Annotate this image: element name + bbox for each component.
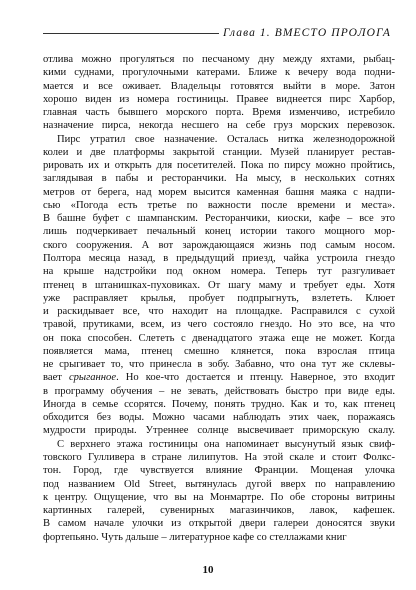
text-line — [43, 199, 395, 212]
text-line — [43, 345, 395, 358]
text-line — [43, 478, 395, 491]
text-segment: мудрости природы. Утреннее солнце высвечивает приморскую скалу. — [43, 425, 395, 437]
text-segment: фортепьяно. Чуть дальше – литературное кафе со стеллажами книг — [43, 531, 347, 543]
body-text — [43, 53, 395, 544]
text-segment: уже расправляет крылья, пробует подпрыгнуть, взлететь. Клюет — [43, 292, 395, 304]
text-line — [43, 398, 395, 411]
text-line — [43, 318, 395, 331]
text-line — [43, 66, 395, 79]
text-line — [43, 504, 395, 517]
text-line — [43, 239, 395, 252]
text-line — [43, 252, 395, 265]
text-segment: В самом начале улочки из открытой двери галереи доносятся звуки — [43, 518, 395, 530]
text-line — [43, 53, 395, 66]
italic-word: срыганное — [68, 372, 117, 384]
text-line — [43, 172, 395, 185]
text-segment: картинных галерей, сувенирных магазинчиков, лавок, кафешек. — [43, 505, 395, 517]
text-segment: не срыгивает то, что принесла в зобу. Забавно, что она тут же склевы- — [43, 359, 395, 371]
text-line — [43, 491, 395, 504]
text-line — [43, 438, 395, 451]
text-line — [43, 424, 395, 437]
text-segment: Полтора месяца назад, в предыдущий приезд, чайка устроила гнездо — [43, 252, 395, 264]
text-line — [43, 265, 395, 278]
text-segment: появляется мама, птенец смешно клянется, пока взрослая птица — [43, 345, 395, 357]
text-line — [43, 119, 395, 132]
text-line — [43, 371, 395, 384]
text-line — [43, 531, 395, 544]
text-line — [43, 358, 395, 371]
text-segment: отлива можно прогуляться по песчаному дну между яхтами, рыбац- — [43, 54, 395, 65]
text-segment: заглядывая в пабы и ресторанчики. На мысу, в нескольких сотнях — [43, 173, 395, 185]
text-segment: вает — [43, 372, 69, 384]
text-segment: мается и все оживает. Владельцы готовятся выйти в море. Затон — [43, 80, 395, 92]
text-segment: хорошо виден из номера гостиницы. Правее виднеется пирс Харбор, — [43, 93, 395, 105]
text-line — [43, 332, 395, 345]
text-segment: Пирс утратил свое назначение. Осталась нитка железнодорожной — [57, 133, 395, 145]
text-line — [43, 186, 395, 199]
text-line — [43, 279, 395, 292]
text-line — [43, 80, 395, 93]
text-segment: лишь подчеркивает печальный конец истории такого мощного мор- — [43, 226, 395, 238]
text-line — [43, 385, 395, 398]
text-line — [43, 517, 395, 530]
text-segment: и раскидывает все, что находит на площадке. Расправился с сухой — [43, 306, 395, 318]
text-line — [43, 225, 395, 238]
text-line — [43, 451, 395, 464]
text-segment: ского сооружения. А вот зарождающаяся жизнь под самым носом. — [43, 239, 395, 251]
text-segment: тон. Город, где чувствуется влияние Франции. Мощеная улочка — [43, 465, 395, 477]
text-segment: он пока способен. Слететь с двенадцатого этажа еще не может. Когда — [43, 332, 395, 344]
text-line — [43, 106, 395, 119]
text-segment: кими суднами, прогулочными катерами. Ближе к вечеру вода подни- — [43, 67, 395, 79]
chapter-title: Глава 1. ВМЕСТО ПРОЛОГА — [219, 26, 391, 41]
text-line — [43, 212, 395, 225]
text-segment: на крыше надстройки под окном номера. Теперь тут разгуливает — [43, 266, 395, 278]
text-segment: Иногда в семье ссорятся. Почему, понять трудно. Как и то, как птенец — [43, 398, 395, 410]
text-segment: травой, прутиками, всем, из чего состояло гнездо. Но это все, на что — [43, 319, 395, 331]
page-number: 10 — [202, 564, 214, 576]
text-segment: метров от берега, над морем высится каменная башня маяка с надпи- — [43, 186, 395, 198]
text-line — [43, 464, 395, 477]
text-segment: к центру. Ощущение, что вы на Монмартре. По обе стороны витрины — [43, 491, 395, 503]
text-line — [43, 305, 395, 318]
text-line — [43, 133, 395, 146]
text-segment: . Но кое-что достается и птенцу. Наверное, это входит — [116, 372, 395, 384]
text-segment: назначение пирса, некогда несшего на себе груз морских перевозок. — [43, 120, 395, 132]
text-segment: колеи и две платформы закрытой станции. Музей планирует рестав- — [43, 146, 395, 158]
text-line — [43, 292, 395, 305]
text-segment: сью «Погода есть третье по важности после времени и места». — [43, 199, 395, 211]
text-segment: главная часть бывшего морского порта. Время изменчиво, истребило — [43, 107, 395, 119]
text-line — [43, 93, 395, 106]
text-segment: в программу обучения – не зевать, действовать быстро при виде еды. — [43, 385, 395, 397]
text-segment: рировать их и открыть для посетителей. Пока по пирсу можно пройтись, — [43, 160, 395, 172]
text-line — [43, 146, 395, 159]
text-line — [43, 159, 395, 172]
text-segment: В башне буфет с шампанским. Ресторанчики, киоски, кафе – все это — [43, 213, 395, 225]
text-segment: птенец в штанишках-пуховиках. От шагу маму и требует еды. Хотя — [43, 279, 395, 291]
text-segment: С верхнего этажа гостиницы она напоминает высунутый язык свиф- — [57, 438, 395, 450]
running-header — [0, 26, 391, 42]
text-segment: товского Гулливера в стране лилипутов. На этой скале и стоит Фолкс- — [43, 451, 395, 463]
text-line — [43, 411, 395, 424]
text-segment: под названием Old Street, вытянулась дугой вверх по направлению — [43, 478, 395, 490]
text-segment: обходится без воды. Можно часами наблюдать этих чаек, поражаясь — [43, 412, 395, 424]
